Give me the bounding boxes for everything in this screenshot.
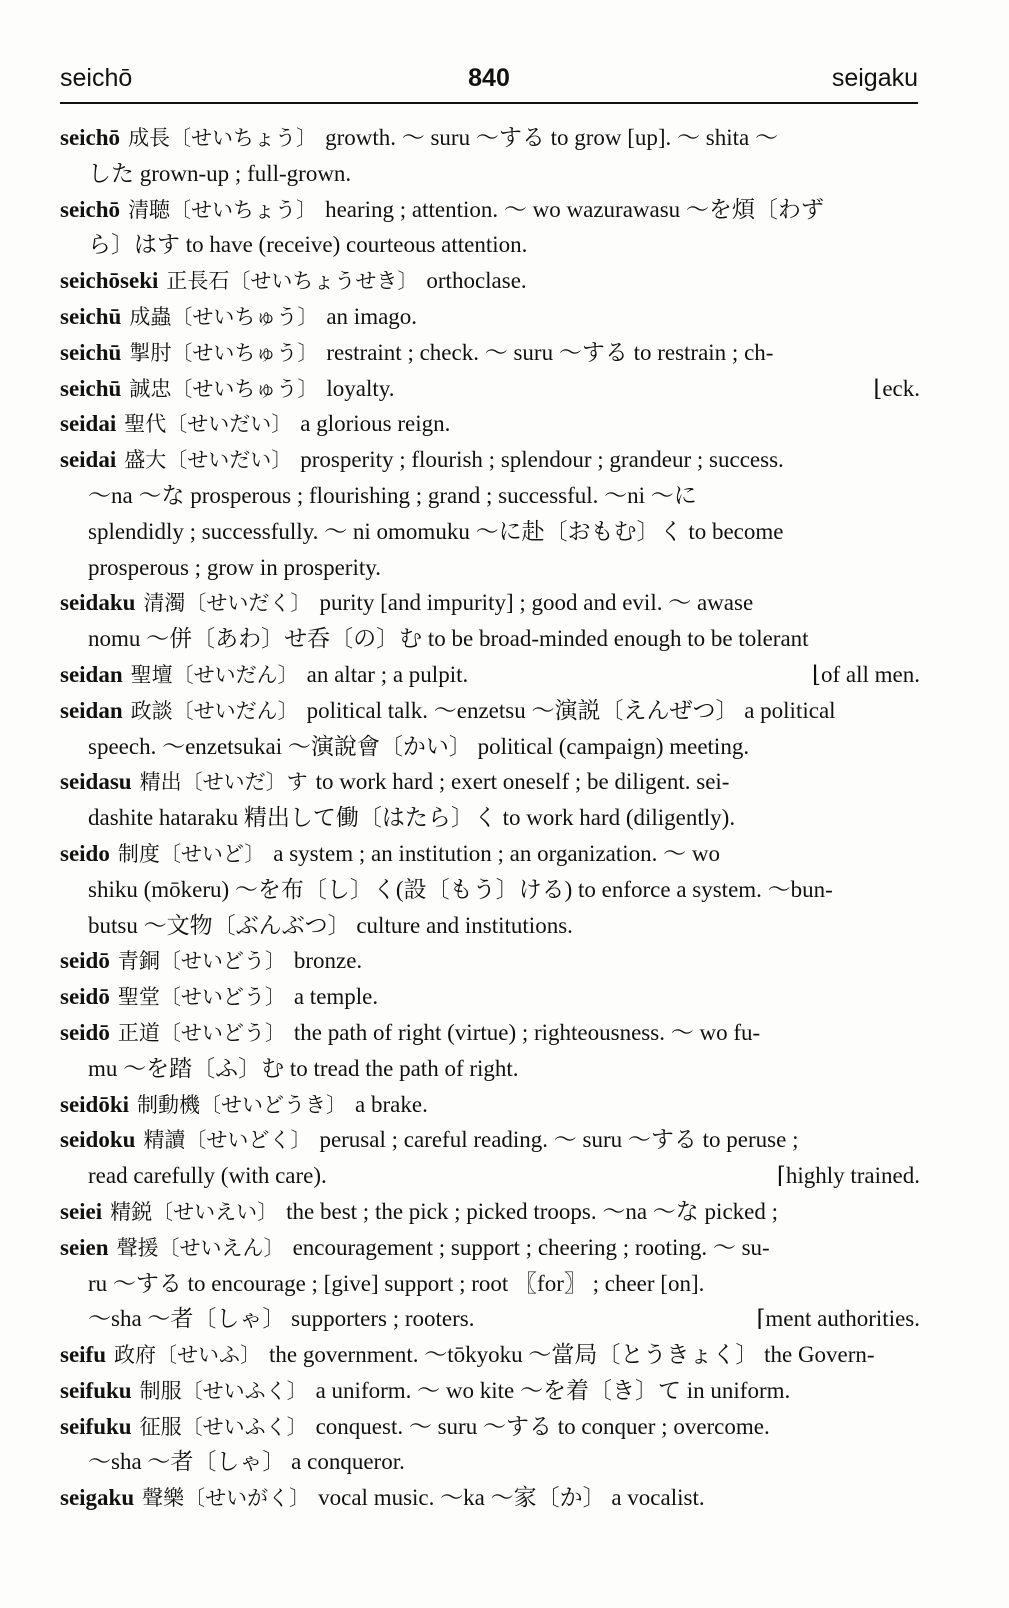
kanji-reading: 政談〔せいだん〕 (130, 698, 299, 723)
entry-line (60, 585, 920, 621)
definition-text: an imago. (326, 303, 418, 329)
headword: seien (60, 1234, 109, 1260)
entry-line (60, 979, 920, 1015)
kanji-reading: 清聴〔せいちょう〕 (128, 197, 318, 222)
definition-text: political talk. ～enzetsu ～演説〔えんぜつ〕 a political (306, 697, 836, 723)
continuation-line (60, 1158, 920, 1194)
page-number: 840 (468, 64, 510, 92)
definition-text: a temple. (293, 984, 379, 1010)
definition-text: an altar ; a pulpit. (306, 661, 469, 687)
headword: seido (60, 840, 110, 866)
entry-line (60, 836, 920, 872)
entry-line (60, 371, 920, 407)
headword: seichō (60, 125, 121, 150)
entry-line (60, 406, 920, 442)
kanji-reading: 聖堂〔せいどう〕 (117, 985, 286, 1010)
entry-line (60, 1337, 920, 1373)
definition-text: perusal ; careful reading. ～ suru ～する to peruse ; (319, 1127, 799, 1153)
definition-text: bronze. (293, 948, 363, 974)
kanji-reading: 聲樂〔せいがく〕 (142, 1486, 311, 1511)
entry-line (60, 299, 920, 335)
headword: seidaku (60, 590, 136, 616)
entry-line (60, 1122, 920, 1158)
definition-text: a brake. (355, 1091, 428, 1117)
continuation-line (60, 908, 920, 944)
entries-body (60, 120, 920, 1516)
definition-text: encouragement ; support ; cheering ; rooting. ～ su- (292, 1234, 770, 1260)
kanji-reading: 征服〔せいふく〕 (139, 1414, 308, 1439)
headword: seichū (60, 303, 122, 329)
definition-text: nomu ～併〔あわ〕せ呑〔の〕む to be broad-minded enough to be tolerant (88, 626, 809, 652)
kanji-reading: 聲援〔せいえん〕 (116, 1235, 285, 1260)
definition-text: a uniform. ～ wo kite ～を着〔き〕て in uniform. (315, 1377, 791, 1403)
entry-line (60, 120, 920, 156)
kanji-reading: 政府〔せいふ〕 (114, 1343, 261, 1368)
kanji-reading: 成長〔せいちょう〕 (128, 126, 318, 150)
entry-line (60, 657, 920, 693)
headword: seidasu (60, 769, 132, 795)
page-header (60, 62, 918, 104)
kanji-reading: 成蟲〔せいちゅう〕 (129, 304, 319, 329)
headword: seidai (60, 447, 117, 473)
definition-text: to work hard ; exert oneself ; be diligent. sei- (315, 769, 730, 795)
kanji-reading: 精出〔せいだ〕す (139, 770, 308, 795)
runover-text: ⌊of all men. (812, 661, 920, 687)
definition-text: read carefully (with care). (88, 1163, 327, 1189)
entry-line (60, 1015, 920, 1051)
kanji-reading: 制度〔せいど〕 (117, 841, 266, 866)
definition-text: ～na ～な prosperous ; flourishing ; grand ; successful. ～ni ～に (88, 482, 697, 508)
headword: seidō (60, 948, 110, 974)
continuation-line (60, 1444, 920, 1480)
definition-text: the best ; the pick ; picked troops. ～na ～な picked ; (286, 1198, 778, 1224)
headword: seichō (60, 196, 121, 222)
headword: seidan (60, 697, 123, 723)
definition-text: ら〕はす to have (receive) courteous attention. (88, 232, 528, 258)
entry-line (60, 335, 920, 371)
headword: seichū (60, 339, 122, 365)
header-last-entry: seigaku (831, 64, 918, 92)
headword: seidoku (60, 1127, 136, 1153)
headword: seichōseki (60, 268, 159, 294)
runover-text: ⌈ment authorities. (756, 1306, 920, 1332)
entry-line (60, 442, 920, 478)
entry-line (60, 1087, 920, 1123)
definition-text: mu ～を踏〔ふ〕む to tread the path of right. (88, 1055, 519, 1081)
definition-text: restraint ; check. ～ suru ～する to restrain ; ch- (326, 339, 774, 365)
continuation-line (60, 621, 920, 657)
definition-text: the path of right (virtue) ; righteousness. ～ wo fu- (293, 1019, 761, 1045)
definition-text: purity [and impurity] ; good and evil. ～ awase (319, 590, 754, 616)
continuation-line (60, 872, 920, 908)
entry-line (60, 764, 920, 800)
kanji-reading: 正道〔せいどう〕 (117, 1020, 286, 1045)
definition-text: a glorious reign. (300, 411, 451, 437)
kanji-reading: 誠忠〔せいちゅう〕 (129, 376, 319, 401)
entry-line (60, 1373, 920, 1409)
kanji-reading: 聖代〔せいだい〕 (124, 412, 293, 437)
definition-text: ru ～する to encourage ; [give] support ; root 〖for〗 ; cheer [on]. (88, 1270, 705, 1296)
kanji-reading: 制動機〔せいどうき〕 (137, 1092, 348, 1117)
definition-text: hearing ; attention. ～ wo wazurawasu ～を煩〔わず (325, 196, 824, 222)
definition-text: した grown-up ; full-grown. (88, 160, 352, 186)
kanji-reading: 聖壇〔せいだん〕 (130, 662, 299, 687)
entry-line (60, 1230, 920, 1266)
continuation-line (60, 227, 920, 263)
definition-text: the government. ～tōkyoku ～當局〔とうきょく〕 the Govern- (269, 1342, 875, 1368)
definition-text: splendidly ; successfully. ～ ni omomuku ～に赴〔おもむ〕く to become (88, 518, 784, 544)
entry-line (60, 1194, 920, 1230)
kanji-reading: 青銅〔せいどう〕 (117, 949, 286, 974)
headword: seidō (60, 1019, 110, 1045)
definition-text: prosperity ; flourish ; splendour ; grandeur ; success. (300, 447, 784, 473)
definition-text: ～sha ～者〔しゃ〕 a conqueror. (88, 1449, 405, 1475)
continuation-line (60, 1301, 920, 1337)
headword: seidan (60, 661, 123, 687)
continuation-line (60, 1266, 920, 1302)
entry-line (60, 943, 920, 979)
headword: seifuku (60, 1413, 132, 1439)
definition-text: butsu ～文物〔ぶんぶつ〕 culture and institutions. (88, 912, 573, 938)
continuation-line (60, 514, 920, 550)
continuation-line (60, 156, 920, 192)
headword: seiei (60, 1198, 103, 1224)
entry-line (60, 1409, 920, 1445)
definition-text: a system ; an institution ; an organization. ～ wo (273, 840, 721, 866)
entry-line (60, 693, 920, 729)
runover-text: ⌈highly trained. (776, 1163, 920, 1189)
definition-text: loyalty. (326, 375, 395, 401)
definition-text: shiku (mōkeru) ～を布〔し〕く(設〔もう〕ける) to enforce a system. ～bun- (88, 876, 833, 902)
kanji-reading: 掣肘〔せいちゅう〕 (129, 340, 319, 365)
continuation-line (60, 800, 920, 836)
entry-line (60, 263, 920, 299)
continuation-line (60, 550, 920, 586)
definition-text: growth. ～ suru ～する to grow [up]. ～ shita ～ (325, 125, 778, 150)
headword: seifu (60, 1342, 106, 1368)
definition-text: vocal music. ～ka ～家〔か〕 a vocalist. (318, 1485, 705, 1511)
kanji-reading: 正長石〔せいちょうせき〕 (166, 269, 419, 294)
kanji-reading: 精讀〔せいどく〕 (143, 1128, 312, 1153)
definition-text: ～sha ～者〔しゃ〕 supporters ; rooters. (88, 1306, 475, 1332)
headword: seifuku (60, 1377, 132, 1403)
definition-text: dashite hataraku 精出して働〔はたら〕く to work hard (diligently). (88, 805, 736, 831)
continuation-line (60, 478, 920, 514)
kanji-reading: 精鋭〔せいえい〕 (110, 1199, 279, 1224)
definition-text: speech. ～enzetsukai ～演說會〔かい〕 political (campaign) meeting. (88, 733, 750, 759)
continuation-line (60, 1051, 920, 1087)
runover-text: ⌊eck. (873, 375, 920, 401)
definition-text: prosperous ; grow in prosperity. (88, 554, 381, 580)
kanji-reading: 盛大〔せいだい〕 (124, 448, 293, 473)
headword: seichū (60, 375, 122, 401)
headword: seidōki (60, 1091, 130, 1117)
definition-text: orthoclase. (426, 268, 527, 294)
headword: seidai (60, 411, 117, 437)
headword: seigaku (60, 1485, 135, 1511)
header-first-entry: seichō (60, 64, 133, 92)
entry-line (60, 1480, 920, 1516)
kanji-reading: 制服〔せいふく〕 (139, 1378, 308, 1403)
headword: seidō (60, 984, 110, 1010)
entry-line (60, 192, 920, 228)
continuation-line (60, 729, 920, 765)
definition-text: conquest. ～ suru ～する to conquer ; overcome. (315, 1413, 770, 1439)
kanji-reading: 清濁〔せいだく〕 (143, 591, 312, 616)
